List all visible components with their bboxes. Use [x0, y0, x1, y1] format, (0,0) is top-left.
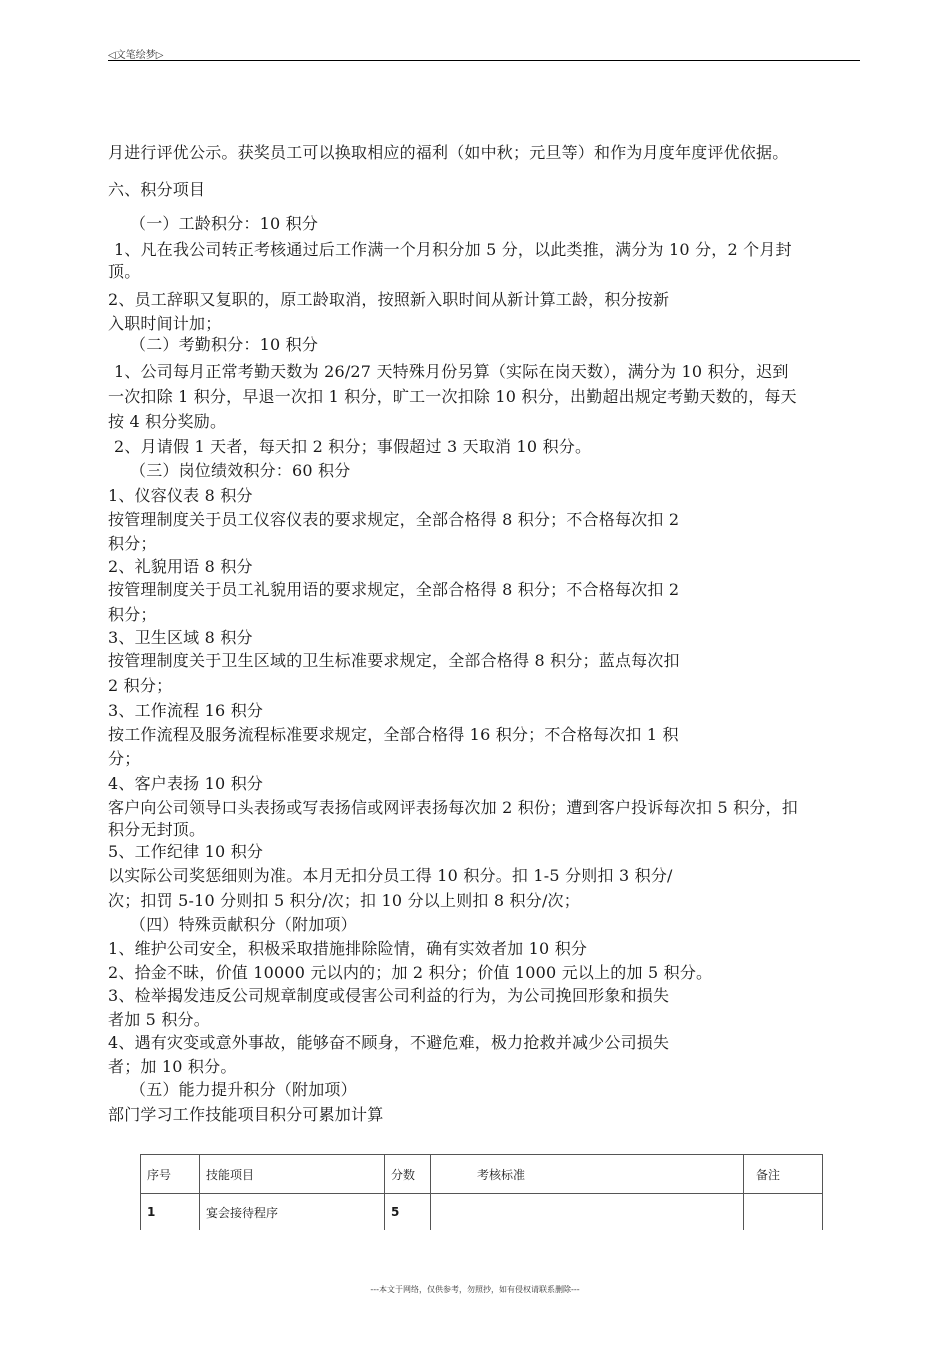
text-line: 5、工作纪律 10 积分 — [108, 842, 264, 861]
subsection-heading: （一）工龄积分：10 积分 — [130, 214, 319, 233]
table-header-cell: 分数 — [385, 1155, 431, 1194]
skills-table — [140, 1154, 823, 1230]
table-header-cell: 技能项目 — [200, 1155, 385, 1194]
text-line: 2、拾金不昧，价值 10000 元以内的；加 2 积分；价值 1000 元以上的加 5 积分。 — [108, 963, 713, 982]
text-line: 者加 5 积分。 — [108, 1010, 210, 1029]
text-line: 3、卫生区域 8 积分 — [108, 628, 253, 647]
text-line: 按 4 积分奖励。 — [108, 412, 227, 431]
text-line: 按工作流程及服务流程标准要求规定，全部合格得 16 积分；不合格每次扣 1 积 — [108, 725, 679, 744]
text-line: 3、工作流程 16 积分 — [108, 701, 264, 720]
text-line: 月进行评优公示。获奖员工可以换取相应的福利（如中秋；元旦等）和作为月度年度评优依据。 — [108, 143, 789, 162]
section-heading: 六、积分项目 — [108, 180, 206, 199]
table-row — [141, 1194, 823, 1231]
table-cell: 1 — [141, 1194, 200, 1231]
text-line: 入职时间计加； — [108, 314, 222, 333]
text-line: 4、遇有灾变或意外事故，能够奋不顾身，不避危难，极力抢救并减少公司损失 — [108, 1033, 670, 1052]
table-header-row — [141, 1155, 823, 1194]
text-line: 次；扣罚 5-10 分则扣 5 积分/次；扣 10 分以上则扣 8 积分/次； — [108, 891, 580, 910]
table-cell: 宴会接待程序 — [200, 1194, 385, 1231]
text-line: 1、凡在我公司转正考核通过后工作满一个月积分加 5 分，以此类推，满分为 10 分，2 个月封 — [114, 240, 792, 259]
text-line: 按管理制度关于员工仪容仪表的要求规定，全部合格得 8 积分；不合格每次扣 2 — [108, 510, 680, 529]
text-line: 积分； — [108, 605, 157, 624]
subsection-heading: （二）考勤积分：10 积分 — [130, 335, 319, 354]
text-line: 者；加 10 积分。 — [108, 1057, 237, 1076]
text-line: 4、客户表扬 10 积分 — [108, 774, 264, 793]
table-cell: 5 — [385, 1194, 431, 1231]
subsection-heading: （五）能力提升积分（附加项） — [130, 1080, 357, 1099]
table-header-cell: 备注 — [744, 1155, 823, 1194]
footer-disclaimer: ---本文于网络，仅供参考，勿照抄，如有侵权请联系删除--- — [370, 1285, 580, 1294]
text-line: 客户向公司领导口头表扬或写表扬信或网评表扬每次加 2 积份；遭到客户投诉每次扣 5 积分，扣 — [108, 798, 798, 817]
text-line: 积分无封顶。 — [108, 820, 206, 839]
table-cell — [744, 1194, 823, 1231]
header-rule — [108, 60, 860, 61]
text-line: 顶。 — [108, 262, 141, 281]
text-line: 一次扣除 1 积分，早退一次扣 1 积分，旷工一次扣除 10 积分，出勤超出规定考勤天数的，每天 — [108, 387, 797, 406]
text-line: 按管理制度关于卫生区域的卫生标准要求规定，全部合格得 8 积分；蓝点每次扣 — [108, 651, 680, 670]
subsection-heading: （四）特殊贡献积分（附加项） — [130, 915, 357, 934]
table-header-cell: 考核标准 — [431, 1155, 744, 1194]
text-line: 分； — [108, 749, 141, 768]
text-line: 1、维护公司安全，积极采取措施排除险情，确有实效者加 10 积分 — [108, 939, 588, 958]
text-line: 积分； — [108, 534, 157, 553]
text-line: 3、检举揭发违反公司规章制度或侵害公司利益的行为，为公司挽回形象和损失 — [108, 986, 670, 1005]
text-line: 2、礼貌用语 8 积分 — [108, 557, 253, 576]
table-cell — [431, 1194, 744, 1231]
text-line: 2、月请假 1 天者，每天扣 2 积分；事假超过 3 天取消 10 积分。 — [114, 437, 592, 456]
table-header-cell: 序号 — [141, 1155, 200, 1194]
text-line: 2、员工辞职又复职的，原工龄取消，按照新入职时间从新计算工龄，积分按新 — [108, 290, 670, 309]
text-line: 部门学习工作技能项目积分可累加计算 — [108, 1105, 384, 1124]
text-line: 以实际公司奖惩细则为准。本月无扣分员工得 10 积分。扣 1-5 分则扣 3 积分/ — [108, 866, 673, 885]
text-line: 按管理制度关于员工礼貌用语的要求规定，全部合格得 8 积分；不合格每次扣 2 — [108, 580, 680, 599]
text-line: 1、公司每月正常考勤天数为 26/27 天特殊月份另算（实际在岗天数），满分为 10 积分，迟到 — [114, 362, 789, 381]
text-line: 2 积分； — [108, 676, 173, 695]
subsection-heading: （三）岗位绩效积分：60 积分 — [130, 461, 351, 480]
text-line: 1、仪容仪表 8 积分 — [108, 486, 253, 505]
header-mark: ◁文笔绘梦▷ — [108, 50, 164, 61]
